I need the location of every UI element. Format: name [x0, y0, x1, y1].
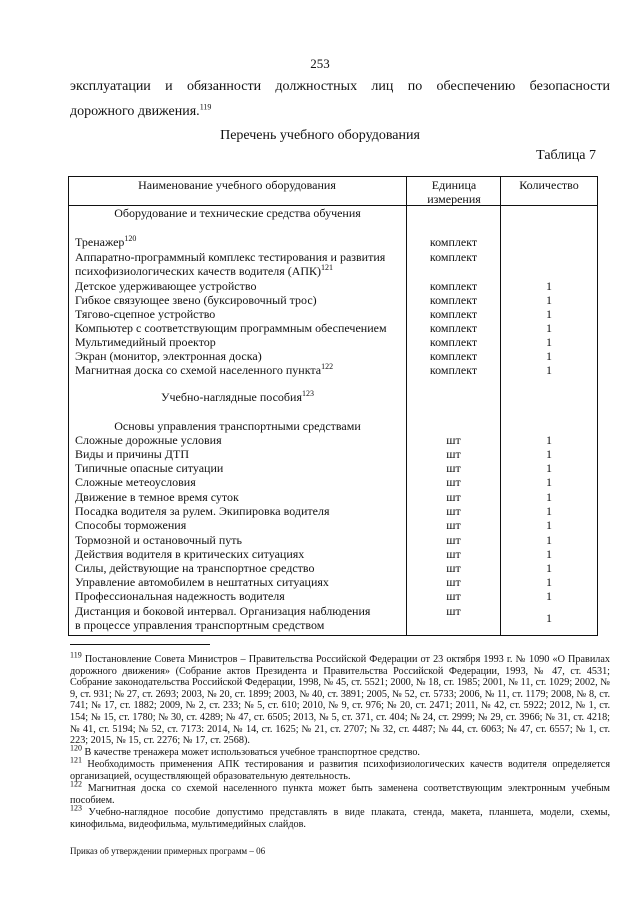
table-row-unit: шт	[446, 533, 461, 547]
footnote-number: 119	[70, 650, 82, 660]
footnote-text: Магнитная доска со схемой населенного пункта может быть заменена соответствующим электронным учебным пособием.	[70, 783, 611, 806]
table-row-name	[75, 293, 405, 307]
table-row-unit: шт	[446, 504, 461, 518]
table-row-name	[75, 235, 405, 249]
table-row-name	[75, 461, 405, 475]
table-row-name	[75, 547, 405, 561]
row-name-text: Тормозной и остановочный путь	[75, 533, 242, 547]
row-name-text-continued: психофизиологических качеств водителя (АПК)	[75, 264, 322, 278]
table-row-qty: 1	[546, 363, 552, 377]
table-row-name	[75, 335, 405, 349]
table-row-qty: 1	[546, 293, 552, 307]
table-row-qty: 1	[546, 321, 552, 335]
table-row-qty: 1	[546, 533, 552, 547]
table-row-unit: комплект	[429, 335, 478, 349]
table-row-unit: комплект	[429, 235, 478, 249]
table-row-qty: 1	[546, 575, 552, 589]
subsection-title: Основы управления транспортными средствами	[114, 419, 361, 433]
table-row-unit: комплект	[429, 279, 478, 293]
footnote-120	[70, 743, 610, 759]
row-name-text: Гибкое связующее звено (буксировочный трос)	[75, 293, 317, 307]
table-row-qty: 1	[546, 611, 552, 625]
table-row-name	[75, 604, 405, 632]
row-name-text: Детское удерживающее устройство	[75, 279, 257, 293]
table-row-unit: шт	[446, 433, 461, 447]
row-name-text: Аппаратно-программный комплекс тестирования и развития	[75, 250, 386, 264]
table-row-unit: шт	[446, 490, 461, 504]
footnote-122	[70, 779, 611, 806]
section-title-visual-aids-text: Учебно-наглядные пособия	[161, 390, 302, 404]
row-name-text-continued: в процессе управления транспортным средством	[75, 618, 325, 632]
table-row-unit: шт	[446, 547, 461, 561]
table-row-name	[75, 433, 405, 447]
intro-text-line1: эксплуатации и обязанности должностных лиц по обеспечению безопасности	[70, 79, 610, 94]
table-row-unit: шт	[446, 604, 461, 618]
table-label: Таблица 7	[536, 148, 596, 163]
table-row-name	[75, 561, 405, 575]
table-row-qty: 1	[546, 335, 552, 349]
table-row-unit: шт	[446, 461, 461, 475]
table-row-name	[75, 533, 405, 547]
row-name-text: Сложные дорожные условия	[75, 433, 222, 447]
page-title: Перечень учебного оборудования	[220, 128, 420, 143]
footnote-number: 120	[70, 743, 82, 753]
header-unit: Единица измерения	[427, 178, 481, 206]
row-name-text: Действия водителя в критических ситуациях	[75, 547, 305, 561]
table-row-unit: комплект	[429, 307, 478, 321]
table-row-qty: 1	[546, 518, 552, 532]
table-row-unit: комплект	[429, 321, 478, 335]
footnote-text: Необходимость применения АПК тестирования и развития психофизиологических качеств водителя определяется организацией, осуществляющей образовательную деятельность.	[70, 759, 611, 782]
section-title-equipment: Оборудование и технические средства обучения	[114, 206, 361, 220]
footnote-number: 123	[70, 803, 82, 813]
footnote-rule	[70, 644, 210, 645]
table-row-unit: шт	[446, 589, 461, 603]
intro-text-line2-body: дорожного движения.	[70, 104, 200, 119]
row-name-text: Экран (монитор, электронная доска)	[75, 349, 262, 363]
row-name-text: Тягово-сцепное устройство	[75, 307, 216, 321]
table-row-qty: 1	[546, 475, 552, 489]
row-name-text: Компьютер с соответствующим программным обеспечением	[75, 321, 387, 335]
footnote-number: 121	[70, 755, 82, 765]
table-row-unit: комплект	[429, 363, 478, 377]
table-row-qty: 1	[546, 490, 552, 504]
table-row-name	[75, 475, 405, 489]
table-row-name	[75, 321, 405, 335]
table-row-name	[75, 447, 405, 461]
table-row-qty: 1	[546, 349, 552, 363]
footnote-ref-119: 119	[199, 102, 212, 112]
table-row-unit: шт	[446, 575, 461, 589]
page-number: 253	[310, 56, 330, 71]
row-name-text: Способы торможения	[75, 518, 187, 532]
row-name-text: Мультимедийный проектор	[75, 335, 216, 349]
table-row-name	[75, 307, 405, 321]
table-row-name	[75, 504, 405, 518]
row-name-text: Тренажер	[75, 235, 125, 249]
table-row-qty: 1	[546, 279, 552, 293]
header-name: Наименование учебного оборудования	[138, 178, 336, 192]
document-footer: Приказ об утверждении примерных программ – 06	[70, 846, 266, 856]
row-name-text: Посадка водителя за рулем. Экипировка водителя	[75, 504, 330, 518]
footnote-ref-123: 123	[301, 389, 314, 398]
footnote-119	[70, 650, 610, 747]
table-row-name	[75, 575, 405, 589]
footnote-text: Постановление Совета Министров – Правительства Российской Федерации от 23 октября 1993 г. № 1090 «О Правилах дорожного движения» (Собрание актов Президента и Правительства Российской Федерации, 1993, № 47, ст. 4531; Собрание законодательства Российской Федерации, 1998, № 45, ст. 5521; 2000, № 18, ст. 1985; 2001, № 11, ст. 1029; 2002, № 9, ст. 931; № 27, ст. 2693; 2003, № 20, ст. 1899; 2003, № 40, ст. 3891; 2005, № 52, ст. 5733; 2006, № 11, ст. 1179; 2008, № 8, ст. 741; № 17, ст. 1882; 2009, № 2, ст. 233; № 5, ст. 610; 2010, № 9, ст. 976; № 20, ст. 2471; 2011, № 42, ст. 5922; 2012, № 1, ст. 154; № 15, ст. 1780; № 30, ст. 4289; № 47, ст. 6505; 2013, № 5, ст. 371, ст. 404; № 24, ст. 2999; № 29, ст. 3966; № 31, ст. 4218; № 41, ст. 5194; № 52, ст. 7173: 2014, № 14, ст. 1625; № 21, ст. 2707; № 32, ст. 4487; № 44, ст. 6063; № 47, ст. 6557; № 1, ст. 223; 2015, № 15, ст. 2276; № 17, ст. 2568).	[70, 654, 610, 747]
table-row-name	[75, 349, 405, 363]
row-name-text: Силы, действующие на транспортное средство	[75, 561, 315, 575]
footnote-ref: 121	[321, 263, 334, 272]
table-row-unit: шт	[446, 475, 461, 489]
footnote-text: Учебно-наглядное пособие допустимо представлять в виде плаката, стенда, макета, планшета, модели, схемы, кинофильма, видеофильма, мультимедийных слайдов.	[70, 807, 610, 830]
row-name-text: Типичные опасные ситуации	[75, 461, 224, 475]
row-name-text: Сложные метеоусловия	[75, 475, 196, 489]
row-name-text: Дистанция и боковой интервал. Организация наблюдения	[75, 604, 371, 618]
footnote-123	[70, 803, 610, 830]
footnote-ref: 120	[124, 234, 137, 243]
table-row-qty: 1	[546, 447, 552, 461]
header-qty: Количество	[519, 178, 579, 192]
table-row-name	[75, 518, 405, 532]
footnote-121	[70, 755, 611, 782]
table-row-unit: шт	[446, 447, 461, 461]
table-row-unit: комплект	[429, 293, 478, 307]
table-row-unit: комплект	[429, 250, 478, 264]
row-name-text: Управление автомобилем в нештатных ситуациях	[75, 575, 329, 589]
table-row-qty: 1	[546, 589, 552, 603]
row-name-text: Движение в темное время суток	[75, 490, 239, 504]
row-name-text: Виды и причины ДТП	[75, 447, 189, 461]
table-row-name	[75, 490, 405, 504]
intro-text-line2	[70, 104, 211, 120]
table-row-name	[75, 250, 405, 278]
table-row-qty: 1	[546, 461, 552, 475]
table-row-unit: шт	[446, 561, 461, 575]
table-row-qty: 1	[546, 547, 552, 561]
table-row-unit: шт	[446, 518, 461, 532]
footnote-ref: 122	[321, 362, 334, 371]
table-row-name	[75, 363, 405, 377]
table-row-qty: 1	[546, 307, 552, 321]
footnote-text: В качестве тренажера может использоваться учебное транспортное средство.	[84, 747, 420, 758]
section-title-visual-aids	[68, 390, 407, 404]
table-row-qty: 1	[546, 504, 552, 518]
row-name-text: Магнитная доска со схемой населенного пункта	[75, 363, 322, 377]
footnote-number: 122	[70, 779, 82, 789]
table-row-qty: 1	[546, 433, 552, 447]
table-row-unit: комплект	[429, 349, 478, 363]
table-row-name	[75, 589, 405, 603]
table-row-qty: 1	[546, 561, 552, 575]
row-name-text: Профессиональная надежность водителя	[75, 589, 285, 603]
table-row-name	[75, 279, 405, 293]
